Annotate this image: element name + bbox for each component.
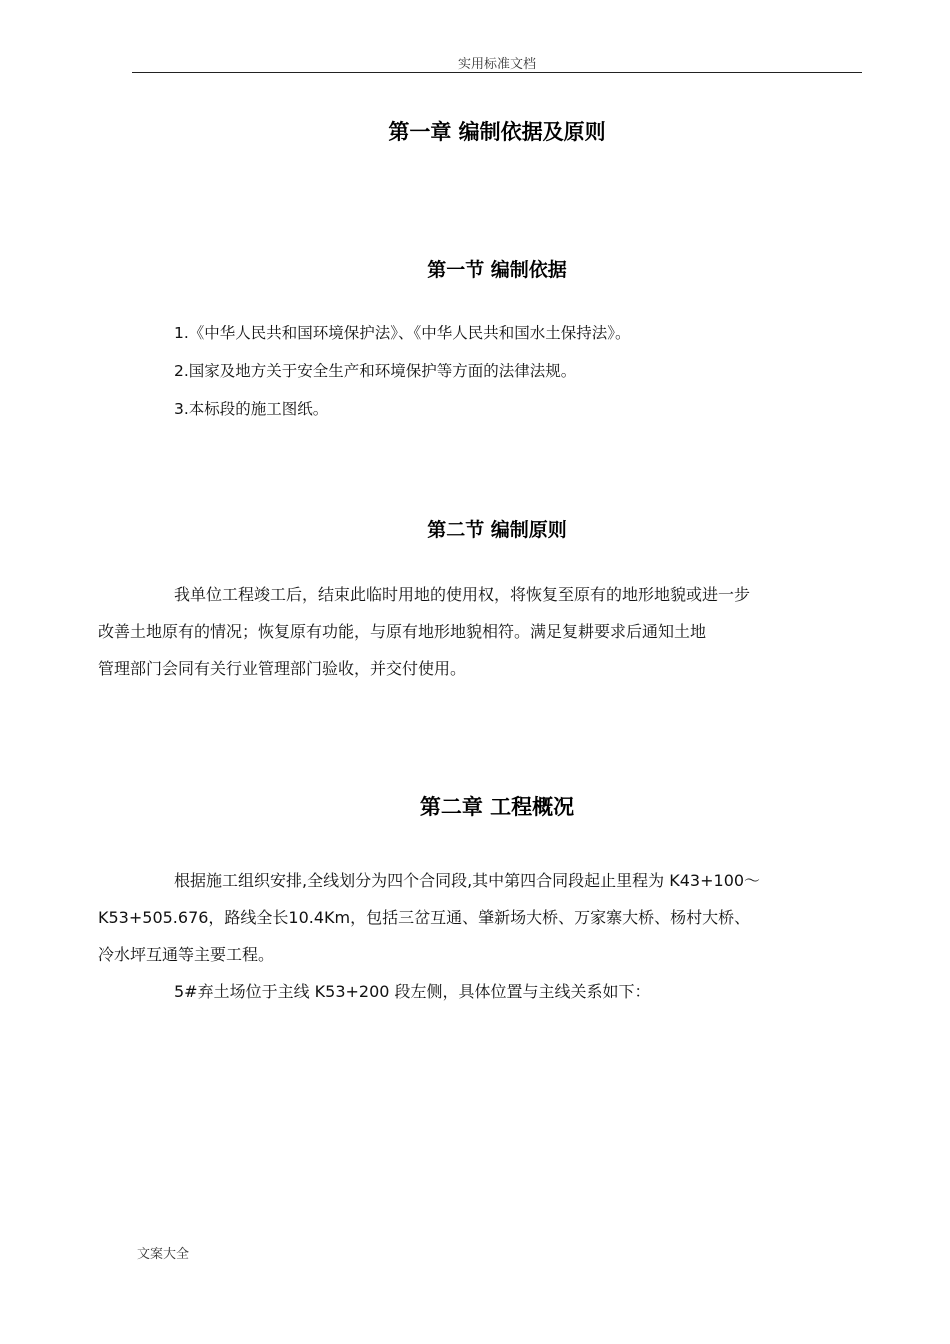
paragraph-line: 我单位工程竣工后，结束此临时用地的使用权，将恢复至原有的地形地貌或进一步: [174, 585, 751, 604]
paragraph-line: 管理部门会同有关行业管理部门验收，并交付使用。: [98, 659, 467, 678]
paragraph-line: 5#弃土场位于主线 K53+200 段左侧，具体位置与主线关系如下：: [174, 982, 651, 1001]
list-item: 1.《中华人民共和国环境保护法》、《中华人民共和国水土保持法》。: [174, 324, 631, 342]
list-item: 2.国家及地方关于安全生产和环境保护等方面的法律法规。: [174, 362, 577, 380]
chapter-1-title: 第一章 编制依据及原则: [388, 120, 606, 144]
principles-paragraph: [98, 576, 866, 687]
section-1-title: 第一节 编制依据: [427, 259, 567, 281]
overview-paragraph: [98, 862, 866, 1010]
paragraph-line: 改善土地原有的情况；恢复原有功能，与原有地形地貌相符。满足复耕要求后通知土地: [98, 622, 707, 641]
chapter-2-title: 第二章 工程概况: [419, 795, 575, 819]
paragraph-line: 根据施工组织安排,全线划分为四个合同段,其中第四合同段起止里程为 K43+100～: [174, 871, 761, 890]
header-divider: [132, 72, 862, 73]
list-item: 3.本标段的施工图纸。: [174, 400, 329, 418]
paragraph-line: K53+505.676，路线全长10.4Km，包括三岔互通、肇新场大桥、万家寨大桥、杨村大桥、: [98, 908, 751, 927]
page-header: 实用标准文档: [457, 57, 536, 72]
section-2-title: 第二节 编制原则: [427, 519, 567, 541]
page-footer: 文案大全: [137, 1247, 190, 1262]
paragraph-line: 冷水坪互通等主要工程。: [98, 945, 275, 964]
